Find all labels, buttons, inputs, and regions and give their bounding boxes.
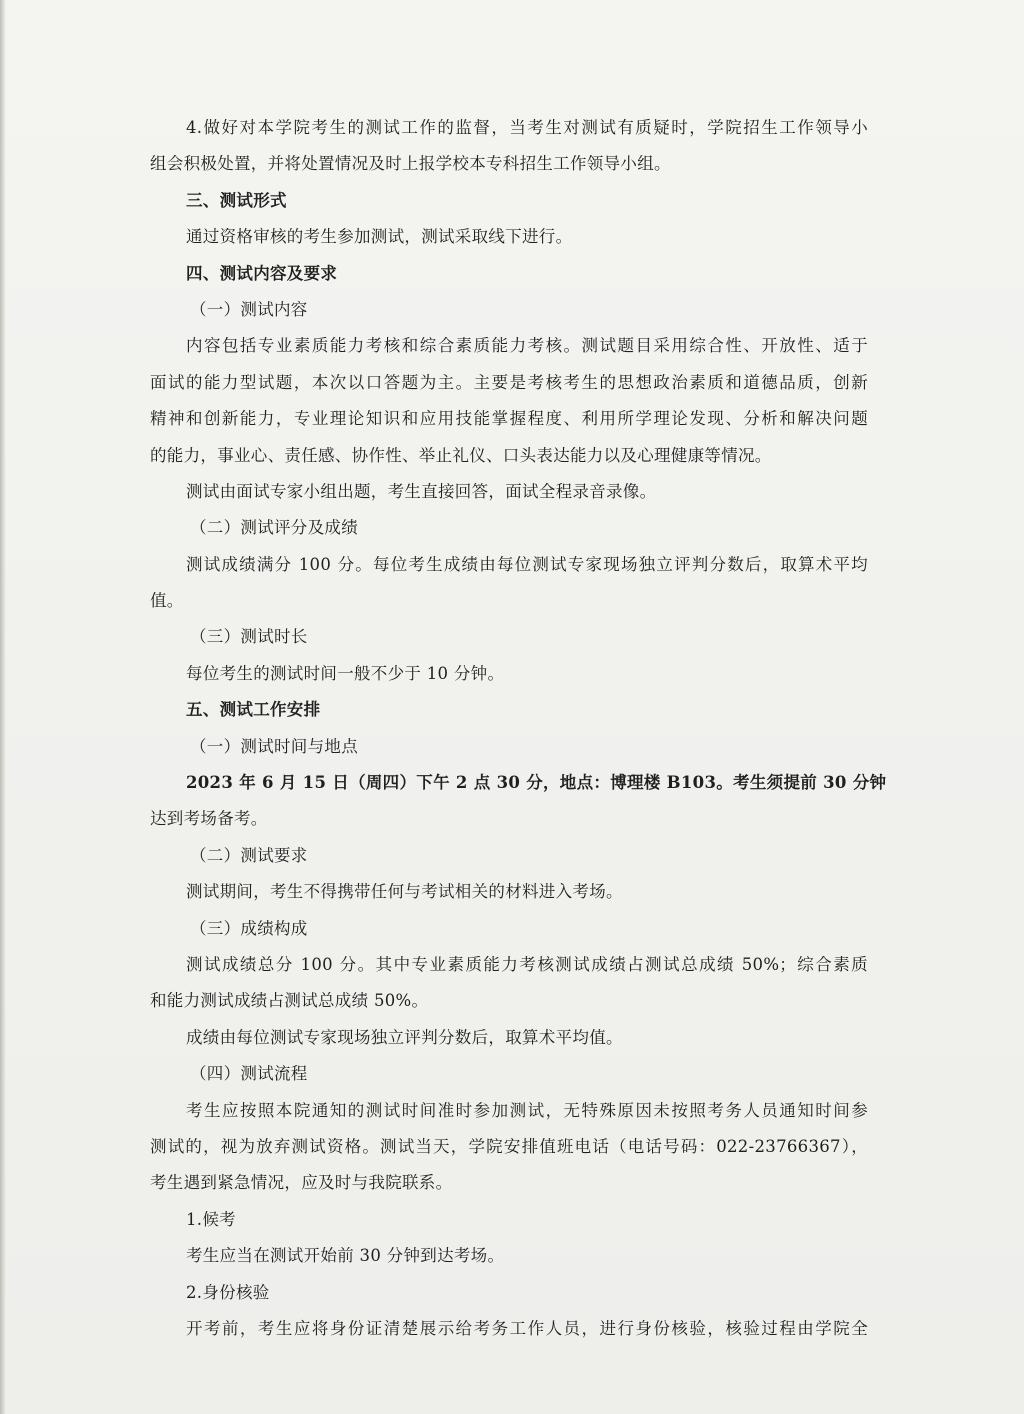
subsection-heading: （二）测试评分及成绩	[190, 518, 358, 538]
paragraph-line: 值。	[150, 591, 184, 611]
subsection-heading: （三）测试时长	[190, 627, 308, 647]
paragraph-line: 内容包括专业素质能力考核和综合素质能力考核。测试题目采用综合性、开放性、适于	[186, 336, 868, 356]
paragraph-line: 每位考生的测试时间一般不少于 10 分钟。	[186, 663, 505, 683]
paragraph-line: 的能力，事业心、责任感、协作性、举止礼仪、口头表达能力以及心理健康等情况。	[150, 445, 772, 465]
paragraph-line: 考生应按照本院通知的测试时间准时参加测试，无特殊原因未按照考务人员通知时间参	[186, 1100, 868, 1120]
paragraph-line: 考生遇到紧急情况，应及时与我院联系。	[150, 1173, 453, 1193]
paragraph-line: 4.做好对本学院考生的测试工作的监督，当考生对测试有质疑时，学院招生工作领导小	[186, 118, 868, 137]
subsection-heading: （二）测试要求	[190, 845, 308, 865]
subsection-heading: （三）成绩构成	[190, 918, 308, 938]
paragraph-line: 和能力测试成绩占测试总成绩 50%。	[150, 991, 429, 1011]
paragraph-line: 成绩由每位测试专家现场独立评判分数后，取算术平均值。	[186, 1027, 623, 1047]
list-item-heading: 2.身份核验	[186, 1282, 270, 1302]
section-heading: 三、测试形式	[186, 190, 287, 210]
paragraph-line: 测试的，视为放弃测试资格。测试当天，学院安排值班电话（电话号码：022-23766367），	[150, 1136, 868, 1156]
section-heading: 四、测试内容及要求	[186, 263, 338, 283]
paragraph-line: 考生应当在测试开始前 30 分钟到达考场。	[186, 1246, 505, 1266]
paragraph-line: 测试期间，考生不得携带任何与考试相关的材料进入考场。	[186, 882, 623, 902]
paragraph-line: 开考前，考生应将身份证清楚展示给考务工作人员，进行身份核验，核验过程由学院全	[186, 1318, 868, 1338]
list-item-heading: 1.候考	[186, 1209, 236, 1229]
document-body	[150, 110, 887, 1347]
paragraph-line: 通过资格审核的考生参加测试，测试采取线下进行。	[186, 227, 573, 247]
paragraph-line: 达到考场备考。	[150, 809, 268, 829]
paragraph-line: 精神和创新能力，专业理论知识和应用技能掌握程度、利用所学理论发现、分析和解决问题	[150, 409, 868, 429]
section-heading: 五、测试工作安排	[186, 700, 321, 720]
paragraph-line: 测试由面试专家小组出题，考生直接回答，面试全程录音录像。	[186, 481, 657, 501]
paragraph-line: 组会积极处置，并将处置情况及时上报学校本专科招生工作领导小组。	[150, 154, 671, 174]
exam-time-location: 2023 年 6 月 15 日（周四）下午 2 点 30 分，地点：博理楼 B103。考生须提前 30 分钟	[186, 773, 887, 793]
paragraph-line: 测试成绩总分 100 分。其中专业素质能力考核测试成绩占测试总成绩 50%；综合素质	[186, 954, 868, 974]
subsection-heading: （一）测试内容	[190, 299, 308, 319]
subsection-heading: （一）测试时间与地点	[190, 736, 358, 756]
subsection-heading: （四）测试流程	[190, 1064, 308, 1084]
paragraph-line: 测试成绩满分 100 分。每位考生成绩由每位测试专家现场独立评判分数后，取算术平均	[186, 554, 868, 574]
paragraph-line: 面试的能力型试题，本次以口答题为主。主要是考核考生的思想政治素质和道德品质，创新	[150, 372, 868, 392]
